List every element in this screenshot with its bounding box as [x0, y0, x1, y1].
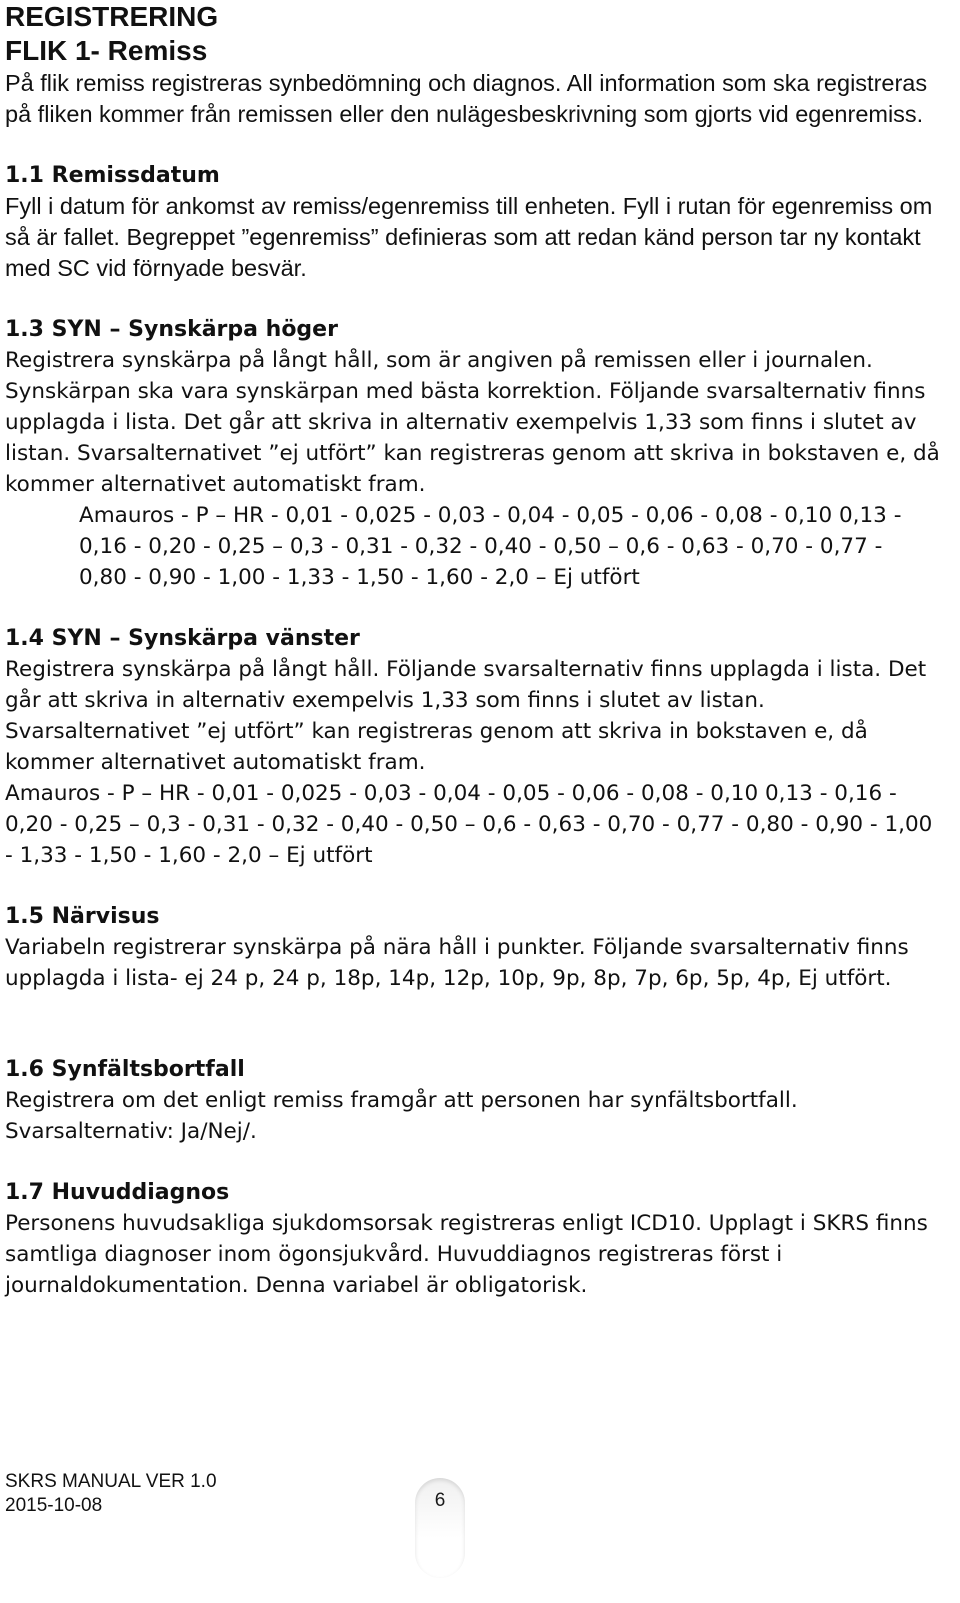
intro-paragraph: På flik remiss registreras synbedömning och diagnos. All information som ska registreras på fliken kommer från remissen eller den nulägesbeskrivning som gjorts vid egenremiss. — [5, 70, 928, 127]
options-list: Amauros - P – HR - 0,01 - 0,025 - 0,03 - 0,04 - 0,05 - 0,06 - 0,08 - 0,10 0,13 - 0,16 - 0,20 - 0,25 – 0,3 - 0,31 - 0,32 - 0,40 - 0,50 – 0,6 - 0,63 - 0,70 - 0,77 - 0,80 - 0,90 - 1,00 - 1,33 - 1,50 - 1,60 - 2,0 – Ej utfört — [5, 781, 933, 868]
footer-date: 2015-10-08 — [5, 1495, 103, 1516]
tab-title: FLIK 1- Remiss — [5, 35, 208, 66]
section-body: Registrera synskärpa på långt håll. Följande svarsalternativ finns upplagda i lista. Det går att skriva in alternativ exempelvis 1,33 som finns i slutet av listan. Svarsalternativet ”ej utfört” kan registreras genom att skriva in bokstaven e, då kommer alternativet automatiskt fram. — [5, 657, 927, 775]
section-heading: 1.5 Närvisus — [5, 904, 160, 929]
page-number-badge — [415, 1478, 465, 1578]
section-heading: 1.3 SYN – Synskärpa höger — [5, 317, 338, 342]
section-narvisus — [5, 901, 945, 994]
footer-manual-version: SKRS MANUAL VER 1.0 — [5, 1471, 217, 1492]
section-remissdatum — [5, 160, 945, 284]
section-heading: 1.1 Remissdatum — [5, 163, 220, 188]
section-heading: 1.4 SYN – Synskärpa vänster — [5, 626, 360, 651]
page-footer — [5, 1470, 217, 1518]
page-number: 6 — [434, 1490, 446, 1511]
section-body: Registrera om det enligt remiss framgår att personen har synfältsbortfall. Svarsalternativ: Ja/Nej/. — [5, 1088, 798, 1144]
document-page — [5, 0, 945, 1301]
section-body: Registrera synskärpa på långt håll, som är angiven på remissen eller i journalen. Synskärpan ska vara synskärpan med bästa korrektion. Följande svarsalternativ finns upplagda i lista. Det går att skriva in alternativ exempelvis 1,33 som finns i slutet av listan. Svarsalternativet ”ej utfört” kan registreras genom att skriva in bokstaven e, då kommer alternativet automatiskt fram. — [5, 348, 940, 497]
section-synskarpa-vanster — [5, 623, 945, 871]
document-title: REGISTRERING — [5, 1, 219, 32]
section-synskarpa-hoger — [5, 314, 945, 593]
section-body: Variabeln registrerar synskärpa på nära håll i punkter. Följande svarsalternativ finns upplagda i lista- ej 24 p, 24 p, 18p, 14p, 12p, 10p, 9p, 8p, 7p, 6p, 5p, 4p, Ej utfört. — [5, 935, 909, 991]
section-heading: 1.7 Huvuddiagnos — [5, 1180, 230, 1205]
section-synfaltsbortfall — [5, 1054, 945, 1147]
section-body: Fyll i datum för ankomst av remiss/egenremiss till enheten. Fyll i rutan för egenremiss om så är fallet. Begreppet ”egenremiss” definieras som att redan känd person tar ny kontakt med SC vid förnyade besvär. — [5, 193, 933, 281]
section-huvuddiagnos — [5, 1177, 945, 1301]
options-list: Amauros - P – HR - 0,01 - 0,025 - 0,03 - 0,04 - 0,05 - 0,06 - 0,08 - 0,10 0,13 - 0,16 - 0,20 - 0,25 – 0,3 - 0,31 - 0,32 - 0,40 - 0,50 – 0,6 - 0,63 - 0,70 - 0,77 - 0,80 - 0,90 - 1,00 - 1,33 - 1,50 - 1,60 - 2,0 – Ej utfört — [79, 503, 902, 590]
section-body: Personens huvudsakliga sjukdomsorsak registreras enligt ICD10. Upplagt i SKRS finns samtliga diagnoser inom ögonsjukvård. Huvuddiagnos registreras först i journaldokumentation. Denna variabel är obligatorisk. — [5, 1211, 928, 1298]
section-heading: 1.6 Synfältsbortfall — [5, 1057, 245, 1082]
